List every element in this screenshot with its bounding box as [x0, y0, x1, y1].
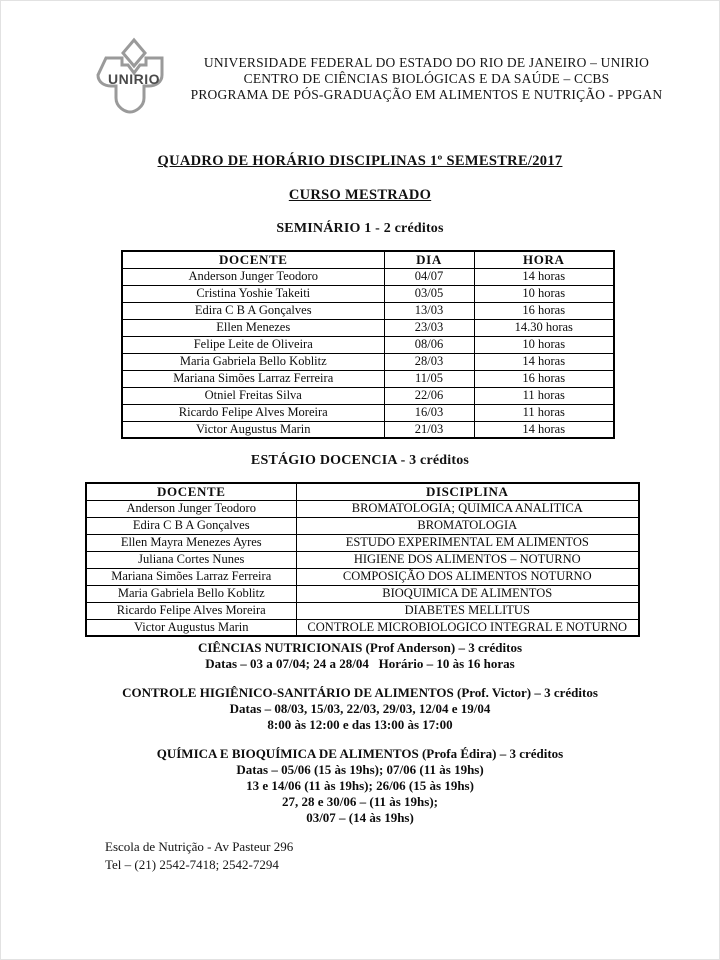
- table-cell: Otniel Freitas Silva: [122, 387, 384, 404]
- table-cell: 03/05: [384, 285, 474, 302]
- table-row: [86, 602, 639, 619]
- course-block-quimica-bioquimica: [1, 746, 719, 826]
- seminar-section-title: SEMINÁRIO 1 - 2 créditos: [276, 221, 444, 236]
- table-cell: 16 horas: [474, 370, 614, 387]
- course-hours-line: 8:00 às 12:00 e das 13:00 às 17:00: [267, 717, 453, 732]
- table-header-row: [86, 483, 639, 500]
- table-cell: Maria Gabriela Bello Koblitz: [86, 585, 296, 602]
- table-cell: 14 horas: [474, 268, 614, 285]
- unirio-logo: [94, 37, 176, 120]
- table-cell: 28/03: [384, 353, 474, 370]
- table-row: [122, 319, 614, 336]
- column-header: DOCENTE: [122, 251, 384, 268]
- unirio-logo-icon: [94, 37, 174, 115]
- contact-footer: [105, 838, 719, 874]
- table-cell: Edira C B A Gonçalves: [86, 517, 296, 534]
- table-row: [122, 268, 614, 285]
- estagio-section-title: ESTÁGIO DOCENCIA - 3 créditos: [250, 453, 470, 468]
- table-row: [86, 534, 639, 551]
- table-cell: 14 horas: [474, 353, 614, 370]
- table-row: [122, 336, 614, 353]
- course-dates-line: 03/07 – (14 às 19hs): [306, 810, 414, 825]
- table-row: [86, 551, 639, 568]
- table-row: [86, 517, 639, 534]
- table-cell: 16 horas: [474, 302, 614, 319]
- table-cell: COMPOSIÇÃO DOS ALIMENTOS NOTURNO: [296, 568, 639, 585]
- table-row: [122, 387, 614, 404]
- institution-line-center: CENTRO DE CIÊNCIAS BIOLÓGICAS E DA SAÚDE – CCBS: [243, 70, 610, 86]
- course-dates-line: Datas – 03 a 07/04; 24 a 28/04 Horário – 10 às 16 horas: [205, 656, 515, 671]
- table-cell: 11 horas: [474, 387, 614, 404]
- institution-header: [176, 55, 677, 103]
- column-header: DOCENTE: [86, 483, 296, 500]
- table-cell: CONTROLE MICROBIOLOGICO INTEGRAL E NOTURNO: [296, 619, 639, 636]
- table-row: [122, 404, 614, 421]
- seminar-schedule-table: [121, 250, 615, 439]
- table-cell: Edira C B A Gonçalves: [122, 302, 384, 319]
- table-cell: BIOQUIMICA DE ALIMENTOS: [296, 585, 639, 602]
- table-cell: Ellen Mayra Menezes Ayres: [86, 534, 296, 551]
- course-block-ciencias-nutricionais: [1, 640, 719, 672]
- table-row: [86, 585, 639, 602]
- course-title: CONTROLE HIGIÊNICO-SANITÁRIO DE ALIMENTOS (Prof. Victor) – 3 créditos: [122, 685, 598, 700]
- table-row: [122, 302, 614, 319]
- table-cell: HIGIENE DOS ALIMENTOS – NOTURNO: [296, 551, 639, 568]
- table-cell: Anderson Junger Teodoro: [86, 500, 296, 517]
- table-cell: 04/07: [384, 268, 474, 285]
- table-row: [122, 370, 614, 387]
- table-cell: Victor Augustus Marin: [122, 421, 384, 438]
- institution-line-university: UNIVERSIDADE FEDERAL DO ESTADO DO RIO DE JANEIRO – UNIRIO: [203, 54, 650, 70]
- table-cell: Felipe Leite de Oliveira: [122, 336, 384, 353]
- institution-line-program: PROGRAMA DE PÓS-GRADUAÇÃO EM ALIMENTOS E NUTRIÇÃO - PPGAN: [190, 86, 663, 102]
- table-cell: 10 horas: [474, 285, 614, 302]
- table-cell: 08/06: [384, 336, 474, 353]
- table-cell: Ellen Menezes: [122, 319, 384, 336]
- table-cell: 16/03: [384, 404, 474, 421]
- table-cell: 11 horas: [474, 404, 614, 421]
- table-cell: BROMATOLOGIA; QUIMICA ANALITICA: [296, 500, 639, 517]
- table-cell: 10 horas: [474, 336, 614, 353]
- course-announcements: [1, 640, 719, 826]
- table-cell: 14.30 horas: [474, 319, 614, 336]
- document-title: QUADRO DE HORÁRIO DISCIPLINAS 1º SEMESTRE/2017: [157, 153, 563, 169]
- table-row: [122, 353, 614, 370]
- table-cell: 21/03: [384, 421, 474, 438]
- school-address: Escola de Nutrição - Av Pasteur 296: [105, 839, 294, 854]
- column-header: DISCIPLINA: [296, 483, 639, 500]
- table-cell: Mariana Simões Larraz Ferreira: [122, 370, 384, 387]
- table-cell: Victor Augustus Marin: [86, 619, 296, 636]
- table-cell: 14 horas: [474, 421, 614, 438]
- table-row: [122, 285, 614, 302]
- table-cell: Maria Gabriela Bello Koblitz: [122, 353, 384, 370]
- course-title: CURSO MESTRADO: [288, 187, 432, 203]
- unirio-logo-text: UNIRIO: [108, 71, 160, 87]
- column-header: DIA: [384, 251, 474, 268]
- table-cell: Ricardo Felipe Alves Moreira: [86, 602, 296, 619]
- school-phone: Tel – (21) 2542-7418; 2542-7294: [105, 857, 279, 872]
- table-cell: Anderson Junger Teodoro: [122, 268, 384, 285]
- table-row: [86, 619, 639, 636]
- table-cell: 13/03: [384, 302, 474, 319]
- table-cell: Cristina Yoshie Takeiti: [122, 285, 384, 302]
- table-cell: DIABETES MELLITUS: [296, 602, 639, 619]
- table-cell: 23/03: [384, 319, 474, 336]
- table-cell: BROMATOLOGIA: [296, 517, 639, 534]
- column-header: HORA: [474, 251, 614, 268]
- table-cell: 11/05: [384, 370, 474, 387]
- table-cell: 22/06: [384, 387, 474, 404]
- estagio-docencia-table: [85, 482, 640, 637]
- course-title: CIÊNCIAS NUTRICIONAIS (Prof Anderson) – 3 créditos: [197, 640, 523, 655]
- table-row: [86, 500, 639, 517]
- course-dates-line: Datas – 08/03, 15/03, 22/03, 29/03, 12/04 e 19/04: [229, 701, 491, 716]
- letterhead: [1, 37, 719, 120]
- table-cell: Juliana Cortes Nunes: [86, 551, 296, 568]
- course-dates-line: 13 e 14/06 (11 às 19hs); 26/06 (15 às 19hs): [246, 778, 474, 793]
- table-header-row: [122, 251, 614, 268]
- table-row: [86, 568, 639, 585]
- course-dates-line: 27, 28 e 30/06 – (11 às 19hs);: [282, 794, 438, 809]
- logo-diamond-shape: [123, 40, 145, 66]
- course-block-controle-higienico: [1, 685, 719, 733]
- course-dates-line: Datas – 05/06 (15 às 19hs); 07/06 (11 às 19hs): [236, 762, 484, 777]
- table-cell: ESTUDO EXPERIMENTAL EM ALIMENTOS: [296, 534, 639, 551]
- table-row: [122, 421, 614, 438]
- table-cell: Mariana Simões Larraz Ferreira: [86, 568, 296, 585]
- course-title: QUÍMICA E BIOQUÍMICA DE ALIMENTOS (Profa Édira) – 3 créditos: [156, 746, 564, 761]
- table-cell: Ricardo Felipe Alves Moreira: [122, 404, 384, 421]
